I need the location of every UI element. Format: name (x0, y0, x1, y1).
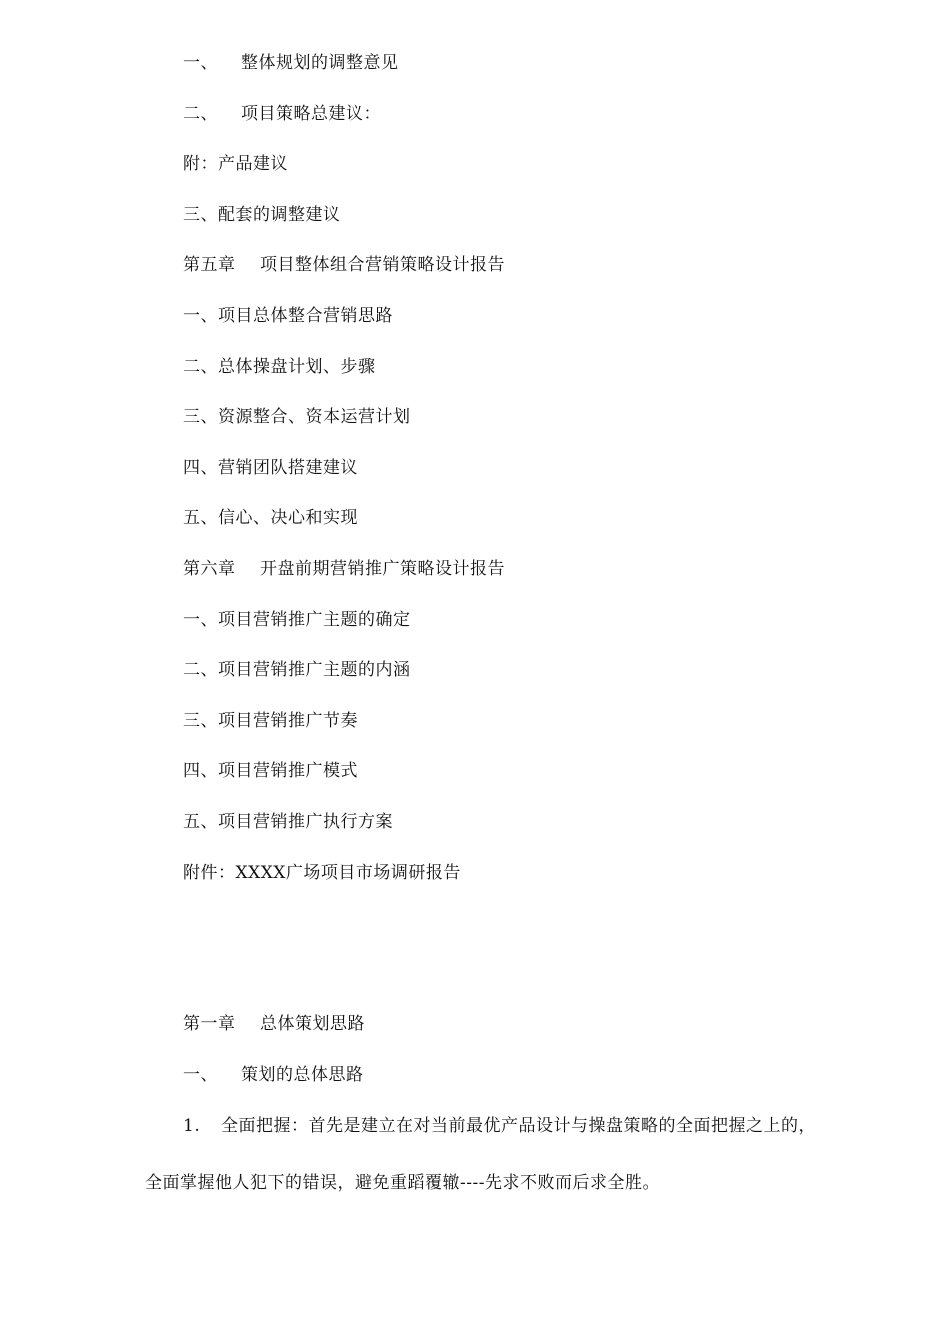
toc-item-number: 一、 (183, 53, 218, 73)
toc-item-text: 三、资源整合、资本运营计划 (183, 407, 411, 427)
section-number: 一、 (183, 1065, 218, 1085)
toc-item-text: 三、配套的调整建议 (183, 205, 341, 225)
toc-item-number: 第五章 (183, 255, 236, 275)
toc-item (183, 710, 358, 732)
toc-item-text: 整体规划的调整意见 (241, 53, 399, 73)
chapter-heading (183, 1013, 365, 1035)
toc-item-text: 四、营销团队搭建建议 (183, 458, 358, 478)
toc-item (183, 204, 341, 226)
paragraph-number: 1. (183, 1116, 201, 1136)
paragraph-first-line (183, 1115, 816, 1137)
toc-item-text: 二、总体操盘计划、步骤 (183, 357, 376, 377)
toc-item-text: 二、项目营销推广主题的内涵 (183, 660, 411, 680)
toc-item-text: 附：产品建议 (183, 154, 288, 174)
toc-item-text: 一、项目总体整合营销思路 (183, 306, 393, 326)
toc-item-text: 三、项目营销推广节奏 (183, 711, 358, 731)
toc-item (183, 406, 411, 428)
paragraph-continuation-line: 全面掌握他人犯下的错误，避免重蹈覆辙----先求不败而后求全胜。 (145, 1173, 660, 1193)
toc-item-text: 五、信心、决心和实现 (183, 508, 358, 528)
toc-item-number: 第六章 (183, 559, 236, 579)
toc-item (183, 507, 358, 529)
toc-item (183, 103, 381, 125)
toc-item (183, 760, 358, 782)
toc-item-number: 二、 (183, 104, 218, 124)
chapter-title: 总体策划思路 (260, 1014, 365, 1034)
toc-item-text: 五、项目营销推广执行方案 (183, 812, 393, 832)
toc-item (183, 153, 288, 175)
toc-item-text: 四、项目营销推广模式 (183, 761, 358, 781)
toc-item (183, 356, 376, 378)
chapter-number: 第一章 (183, 1014, 236, 1034)
toc-item (183, 862, 461, 884)
toc-item (183, 305, 393, 327)
section-title: 策划的总体思路 (241, 1065, 364, 1085)
toc-item (183, 52, 399, 74)
paragraph-text: 全面把握：首先是建立在对当前最优产品设计与操盘策略的全面把握之上的， (221, 1116, 816, 1136)
toc-item (183, 811, 393, 833)
section-heading (183, 1064, 364, 1086)
toc-item (183, 457, 358, 479)
toc-item-text: 附件：XXXX广场项目市场调研报告 (183, 863, 461, 883)
toc-item-text: 项目策略总建议： (241, 104, 381, 124)
toc-item (183, 609, 411, 631)
toc-item (183, 558, 505, 580)
toc-item-text: 项目整体组合营销策略设计报告 (260, 255, 505, 275)
toc-item-text: 开盘前期营销推广策略设计报告 (260, 559, 505, 579)
toc-item (183, 254, 505, 276)
toc-item-text: 一、项目营销推广主题的确定 (183, 610, 411, 630)
toc-item (183, 659, 411, 681)
